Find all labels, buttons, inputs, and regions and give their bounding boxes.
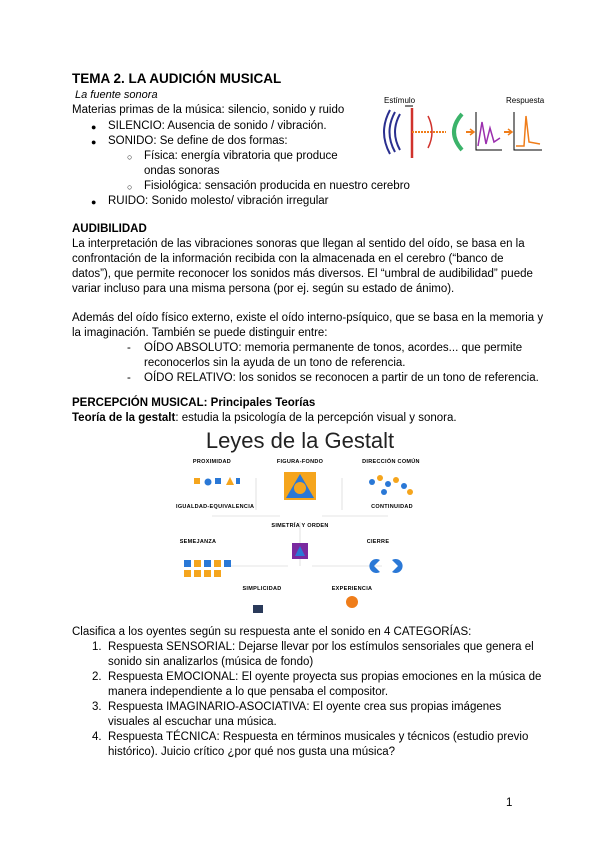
clasifica-intro: Clasifica a los oyentes según su respuesta ante el sonido en 4 CATEGORÍAS: [72,626,472,638]
page-title: TEMA 2. LA AUDICIÓN MUSICAL [72,71,282,86]
bullet-icon: ● [91,122,97,132]
semejanza-shapes [182,558,234,580]
page-number: 1 [506,797,513,809]
percepcion-heading: PERCEPCIÓN MUSICAL: Principales Teorías [72,397,316,409]
paragraph-line: la imaginación. También se puede distinguir entre: [72,327,328,339]
law-figura-fondo: FIGURA-FONDO [276,459,324,465]
dash-bullet: - [127,372,131,384]
law-simplicidad: SIMPLICIDAD [242,586,282,592]
paragraph-line: datos”), que permite reconocer los sonidos más diversos. El “umbral de audibilidad” puede [72,268,533,280]
experiencia-shape [344,594,360,614]
gestalt-description: : estudia la psicología de la percepción visual y sonora. [175,412,457,424]
law-cierre: CIERRE [366,539,390,545]
list-number: 1. [92,641,102,653]
law-direccion-comun: DIRECCIÓN COMÚN [362,459,420,465]
list-item-tecnica-cont: histórico). Juicio crítico ¿por qué nos gusta una música? [108,746,395,758]
list-item-emocional: Respuesta EMOCIONAL: El oyente proyecta sus propias emociones en la música de [108,671,542,683]
section-subtitle: La fuente sonora [75,89,158,101]
gestalt-title: Leyes de la Gestalt [205,428,395,453]
gestalt-term: Teoría de la gestalt [72,412,176,424]
law-continuidad: CONTINUIDAD [371,504,413,510]
oido-absoluto-cont: reconocerlos sin la ayuda de un tono de referencia. [144,357,406,369]
list-item-emocional-cont: manera independiente a lo que pensaba el compositor. [108,686,389,698]
list-item-sensorial: Respuesta SENSORIAL: Dejarse llevar por los estímulos sensoriales que genera el [108,641,534,653]
circle-bullet-icon: ○ [127,182,133,192]
figura-fondo-shape [282,470,318,502]
audibilidad-heading: AUDIBILIDAD [72,223,147,235]
law-igualdad: IGUALDAD-EQUIVALENCIA [176,504,255,510]
paragraph-line: Además del oído físico externo, existe el oído interno-psíquico, que se basa en la memoria y [72,312,544,324]
intro-text: Materias primas de la música: silencio, sonido y ruido [72,104,345,116]
proximidad-shapes [190,474,240,494]
stimulus-response-diagram [376,92,560,170]
gestalt-definition [72,411,457,426]
direccion-shapes [364,472,418,500]
oido-absoluto: OÍDO ABSOLUTO: memoria permanente de tonos, acordes... que permite [144,342,523,354]
list-number: 4. [92,731,102,743]
list-number: 3. [92,701,102,713]
paragraph-line: confrontación de la información recibida con la almacenada en el cerebro (“banco de [72,253,504,265]
simplicidad-shape [252,604,264,614]
simetria-shape [290,542,310,560]
gestalt-diagram-lines [172,426,428,616]
cierre-shapes [364,556,408,576]
law-proximidad: PROXIMIDAD [192,459,232,465]
list-item-tecnica: Respuesta TÉCNICA: Respuesta en términos musicales y técnicos (estudio previo [108,731,529,743]
response-label: Respuesta [506,96,545,105]
paragraph-line: La interpretación de las vibraciones sonoras que llegan al sentido del oído, se basa en la [72,238,525,250]
paragraph-line: variar incluso para una misma persona (por ej. según su estado de ánimo). [72,283,455,295]
law-simetria: SIMETRÍA Y ORDEN [271,523,329,529]
list-item-imaginario: Respuesta IMAGINARIO-ASOCIATIVA: El oyente crea sus propias imágenes [108,701,502,713]
list-item-imaginario-cont: visuales al escuchar una música. [108,716,277,728]
list-number: 2. [92,671,102,683]
dash-bullet: - [127,342,131,354]
gestalt-infographic [172,426,428,616]
list-item-fisica-cont: ondas sonoras [144,165,220,177]
list-item-ruido: RUIDO: Sonido molesto/ vibración irregular [108,195,329,207]
list-item-fisica: Física: energía vibratoria que produce [144,150,338,162]
circle-bullet-icon: ○ [127,152,133,162]
oido-relativo: OÍDO RELATIVO: los sonidos se reconocen a partir de un tono de referencia. [144,372,539,384]
bullet-icon: ● [91,137,97,147]
stimulus-label: Estímulo [384,96,416,105]
bullet-icon: ● [91,197,97,207]
list-item-silencio: SILENCIO: Ausencia de sonido / vibración. [108,120,327,132]
law-semejanza: SEMEJANZA [179,539,217,545]
list-item-sonido: SONIDO: Se define de dos formas: [108,135,288,147]
law-experiencia: EXPERIENCIA [331,586,373,592]
diagram-graphic [376,92,560,170]
list-item-sensorial-cont: sonido sin analizarlos (música de fondo) [108,656,314,668]
list-item-fisiologica: Fisiológica: sensación producida en nuestro cerebro [144,180,410,192]
